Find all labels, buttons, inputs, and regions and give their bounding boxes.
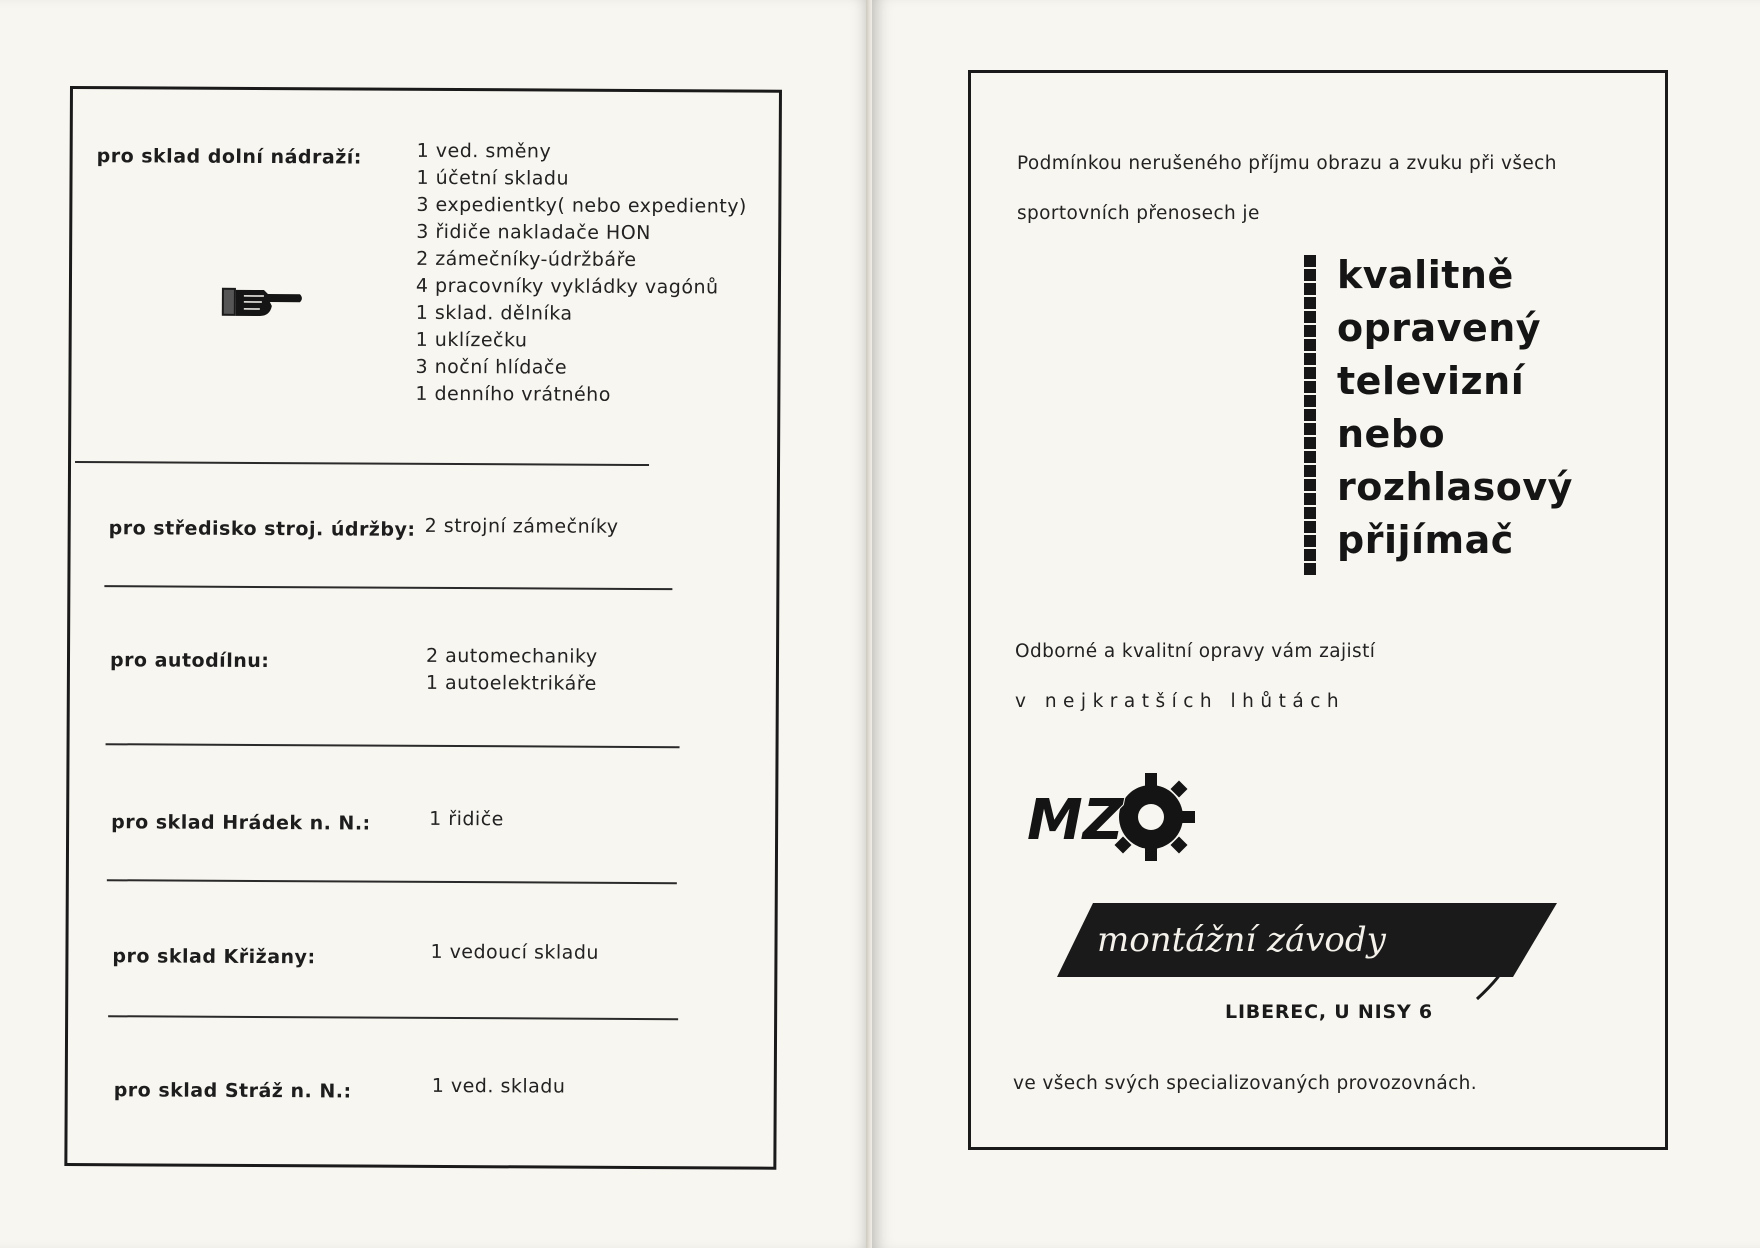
company-banner [1057, 903, 1557, 1001]
company-address: LIBEREC, U NISY 6 [1225, 1001, 1433, 1023]
headline-word: přijímač [1337, 518, 1514, 562]
section-label: pro sklad dolní nádraží: [96, 145, 362, 169]
headline-word: nebo [1337, 412, 1446, 456]
section-divider [106, 743, 680, 748]
intro-line: sportovních přenosech je [1017, 203, 1260, 224]
left-page-frame [64, 86, 782, 1170]
list-item: 3 expedientky( nebo expedienty) [416, 193, 747, 218]
list-item: 3 noční hlídače [415, 355, 568, 379]
section-divider [107, 879, 677, 884]
list-item: 4 pracovníky vykládky vagónů [415, 274, 719, 299]
list-item: 3 řidiče nakladače HON [416, 220, 651, 245]
left-page [0, 0, 872, 1248]
list-item: 1 sklad. dělníka [415, 301, 573, 325]
section-label: pro autodílnu: [109, 649, 270, 673]
position-list [430, 939, 599, 967]
headline-word: televizní [1337, 359, 1525, 403]
list-item: 1 uklízečku [415, 328, 528, 352]
headline-word: kvalitně [1337, 253, 1514, 297]
list-item: 1 denního vrátného [415, 382, 611, 406]
banner-text: montážní závody [1097, 920, 1386, 960]
position-list [426, 643, 598, 698]
list-item: 2 zámečníky-údržbáře [416, 247, 637, 271]
section-divider [108, 1015, 678, 1020]
logo-text: MZ [1027, 788, 1124, 853]
mz-gear-logo [1021, 771, 1211, 869]
section-label: pro sklad Křižany: [112, 945, 316, 969]
vertical-rule [1304, 255, 1316, 577]
section-label: pro sklad Hrádek n. N.: [111, 811, 371, 835]
position-list [429, 806, 504, 833]
right-page-frame [968, 70, 1668, 1150]
section-label: pro sklad Stráž n. N.: [113, 1079, 352, 1103]
right-page [872, 0, 1760, 1248]
repair-line: Odborné a kvalitní opravy vám zajistí [1015, 641, 1376, 662]
section-divider [75, 461, 649, 466]
position-list [425, 513, 619, 541]
position-list [432, 1073, 566, 1101]
list-item: 2 strojní zámečníky [424, 514, 619, 538]
pointing-hand-icon [220, 282, 304, 322]
list-item: 2 automechaniky [425, 644, 598, 668]
list-item: 1 účetní skladu [416, 166, 570, 190]
headline-words [1337, 249, 1573, 567]
list-item: 1 vedoucí skladu [430, 940, 600, 964]
headline-word: opravený [1337, 306, 1542, 350]
section-label: pro středisko stroj. údržby: [108, 517, 416, 541]
list-item: 1 autoelektrikáře [425, 671, 597, 695]
repair-line-spaced: v nejkratších lhůtách [1015, 691, 1346, 712]
headline-word: rozhlasový [1337, 465, 1573, 509]
section-sklad-dolni-nadrazi [73, 89, 779, 406]
closing-line: ve všech svých specializovaných provozovnách. [1013, 1073, 1478, 1094]
section-divider [104, 585, 672, 590]
intro-line: Podmínkou nerušeného příjmu obrazu a zvuku při všech [1017, 153, 1557, 174]
list-item: 1 ved. směny [416, 139, 552, 163]
list-item: 1 řidiče [429, 807, 504, 831]
position-list [415, 138, 747, 410]
list-item: 1 ved. skladu [431, 1074, 566, 1098]
